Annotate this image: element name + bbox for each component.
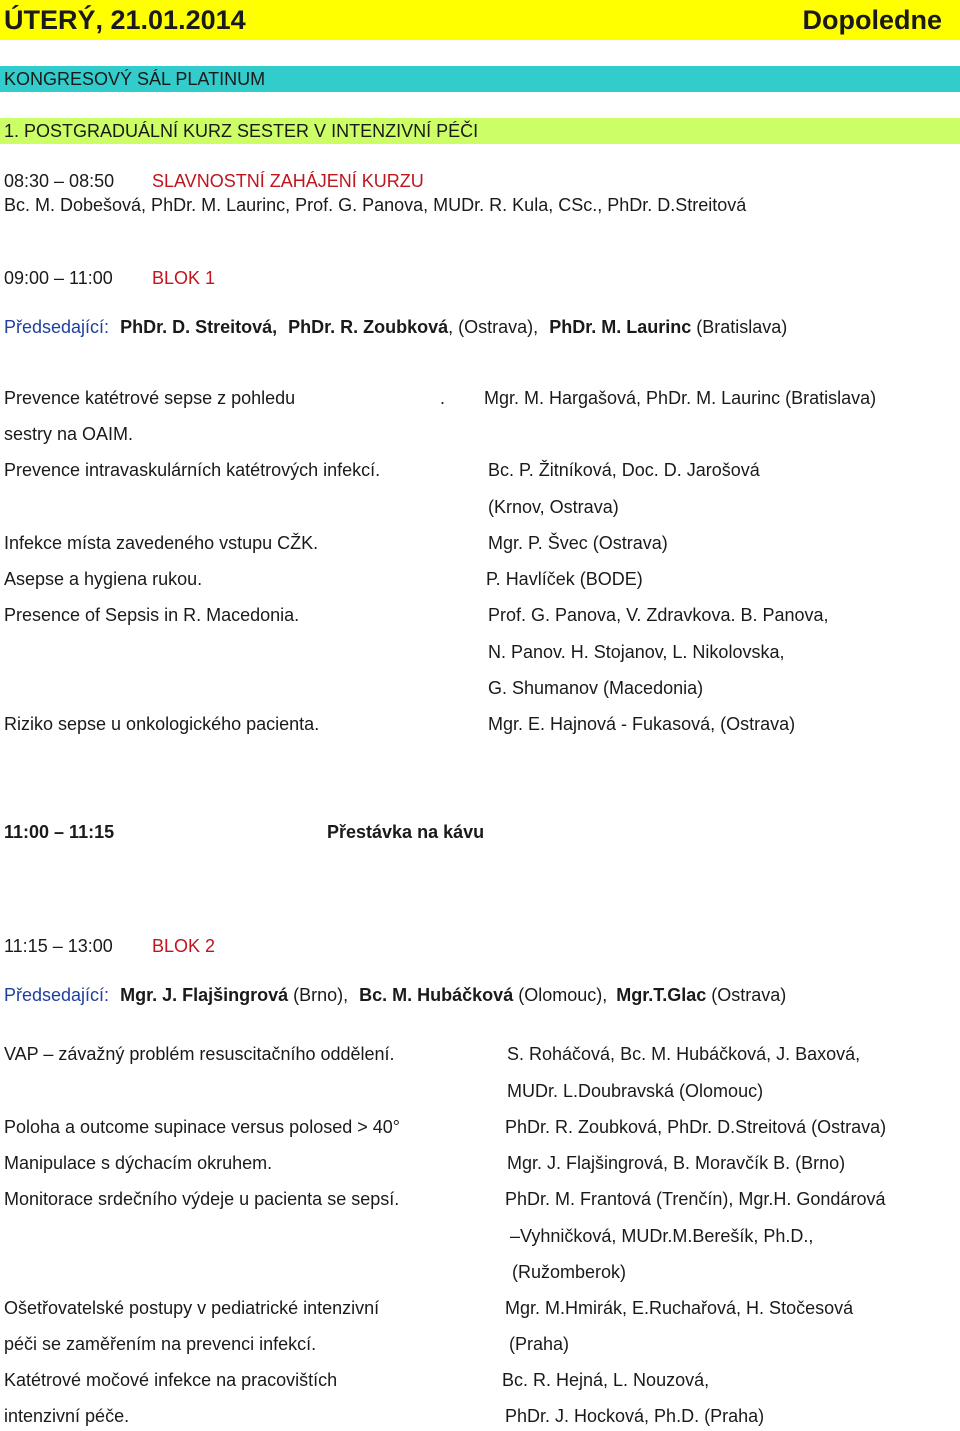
talk-authors: (Krnov, Ostrava): [488, 497, 619, 517]
talk-authors: (Ružomberok): [512, 1262, 627, 1282]
chair-place: (Ostrava): [706, 985, 787, 1005]
talk-authors: Mgr. P. Švec (Ostrava): [488, 533, 668, 553]
opening-title: SLAVNOSTNÍ ZAHÁJENÍ KURZU: [152, 171, 424, 191]
talk-authors: Mgr. M.Hmirák, E.Ruchařová, H. Stočesová: [505, 1298, 854, 1318]
talk-authors: Mgr. J. Flajšingrová, B. Moravčík B. (Brno): [507, 1153, 846, 1173]
part-of-day: Dopoledne: [802, 5, 942, 35]
chair-place: , (Ostrava),: [448, 317, 539, 337]
chairs-label: Předsedající:: [4, 317, 110, 337]
talk-title: Prevence katétrové sepse z pohledu: [4, 388, 296, 408]
talk-title: Poloha a outcome supinace versus polosed > 40°: [4, 1117, 400, 1137]
chair-name: PhDr. R. Zoubková: [288, 317, 449, 337]
block2-title: BLOK 2: [152, 936, 216, 956]
chair-place: (Olomouc),: [513, 985, 608, 1005]
talk-authors: Mgr. E. Hajnová - Fukasová, (Ostrava): [488, 714, 796, 734]
talk-authors: PhDr. R. Zoubková, PhDr. D.Streitová (Ostrava): [505, 1117, 887, 1137]
talk-title: Ošetřovatelské postupy v pediatrické intenzivní: [4, 1298, 380, 1318]
talk-authors: PhDr. M. Frantová (Trenčín), Mgr.H. Gondárová: [505, 1189, 886, 1209]
chair-place: (Bratislava): [691, 317, 788, 337]
talk-title: VAP – závažný problém resuscitačního oddělení.: [4, 1044, 395, 1064]
talk-authors: Mgr. M. Hargašová, PhDr. M. Laurinc (Bratislava): [484, 388, 877, 408]
chairs-label: Předsedající:: [4, 985, 110, 1005]
block1-time: 09:00 – 11:00: [4, 268, 113, 288]
talk-title: Manipulace s dýchacím okruhem.: [4, 1153, 273, 1173]
block1-chairs: [4, 316, 787, 338]
talk-authors: P. Havlíček (BODE): [486, 569, 643, 589]
day-date: ÚTERÝ, 21.01.2014: [4, 5, 246, 35]
chair-name: PhDr. D. Streitová,: [120, 317, 278, 337]
talk-authors: –Vyhničková, MUDr.M.Berešík, Ph.D.,: [510, 1226, 814, 1246]
talk-authors: S. Roháčová, Bc. M. Hubáčková, J. Baxová,: [507, 1044, 861, 1064]
talk-authors: (Praha): [509, 1334, 570, 1354]
talk-authors: Bc. P. Žitníková, Doc. D. Jarošová: [488, 460, 760, 480]
opening-time: 08:30 – 08:50: [4, 171, 115, 191]
talk-authors: N. Panov. H. Stojanov, L. Nikolovska,: [488, 642, 785, 662]
talk-title: Katétrové močové infekce na pracovištích: [4, 1370, 338, 1390]
talk-title: Presence of Sepsis in R. Macedonia.: [4, 605, 300, 625]
chair-name: PhDr. M. Laurinc: [549, 317, 692, 337]
talk-authors: MUDr. L.Doubravská (Olomouc): [507, 1081, 764, 1101]
talk-title: Prevence intravaskulárních katétrových infekcí.: [4, 460, 381, 480]
opening-speakers: Bc. M. Dobešová, PhDr. M. Laurinc, Prof. G. Panova, MUDr. R. Kula, CSc., PhDr. D.Streitová: [4, 195, 747, 215]
block2-time: 11:15 – 13:00: [4, 936, 113, 956]
chair-name: Mgr.T.Glac: [616, 985, 707, 1005]
course-title: 1. POSTGRADUÁLNÍ KURZ SESTER V INTENZIVNÍ PÉČI: [4, 121, 479, 141]
talk-title: Infekce místa zavedeného vstupu CŽK.: [4, 533, 319, 553]
chair-name: Mgr. J. Flajšingrová: [120, 985, 289, 1005]
talk-title: Riziko sepse u onkologického pacienta.: [4, 714, 320, 734]
hall-name: KONGRESOVÝ SÁL PLATINUM: [4, 69, 266, 89]
block2-chairs: [4, 984, 786, 1006]
talk-title: sestry na OAIM.: [4, 424, 134, 444]
talk-authors: Bc. R. Hejná, L. Nouzová,: [502, 1370, 710, 1390]
talk-title: péči se zaměřením na prevenci infekcí.: [4, 1334, 317, 1354]
talk-title: Monitorace srdečního výdeje u pacienta se sepsí.: [4, 1189, 400, 1209]
talk-authors: G. Shumanov (Macedonia): [488, 678, 704, 698]
talk-title-dot: .: [440, 388, 446, 408]
break-title: Přestávka na kávu: [327, 822, 485, 842]
talk-authors: Prof. G. Panova, V. Zdravkova. B. Panova,: [488, 605, 829, 625]
chair-name: Bc. M. Hubáčková: [359, 985, 514, 1005]
talk-authors: PhDr. J. Hocková, Ph.D. (Praha): [505, 1406, 765, 1426]
talk-title: Asepse a hygiena rukou.: [4, 569, 203, 589]
break-time: 11:00 – 11:15: [4, 822, 115, 842]
block1-title: BLOK 1: [152, 268, 216, 288]
talk-title: intenzivní péče.: [4, 1406, 130, 1426]
chair-place: (Brno),: [288, 985, 349, 1005]
